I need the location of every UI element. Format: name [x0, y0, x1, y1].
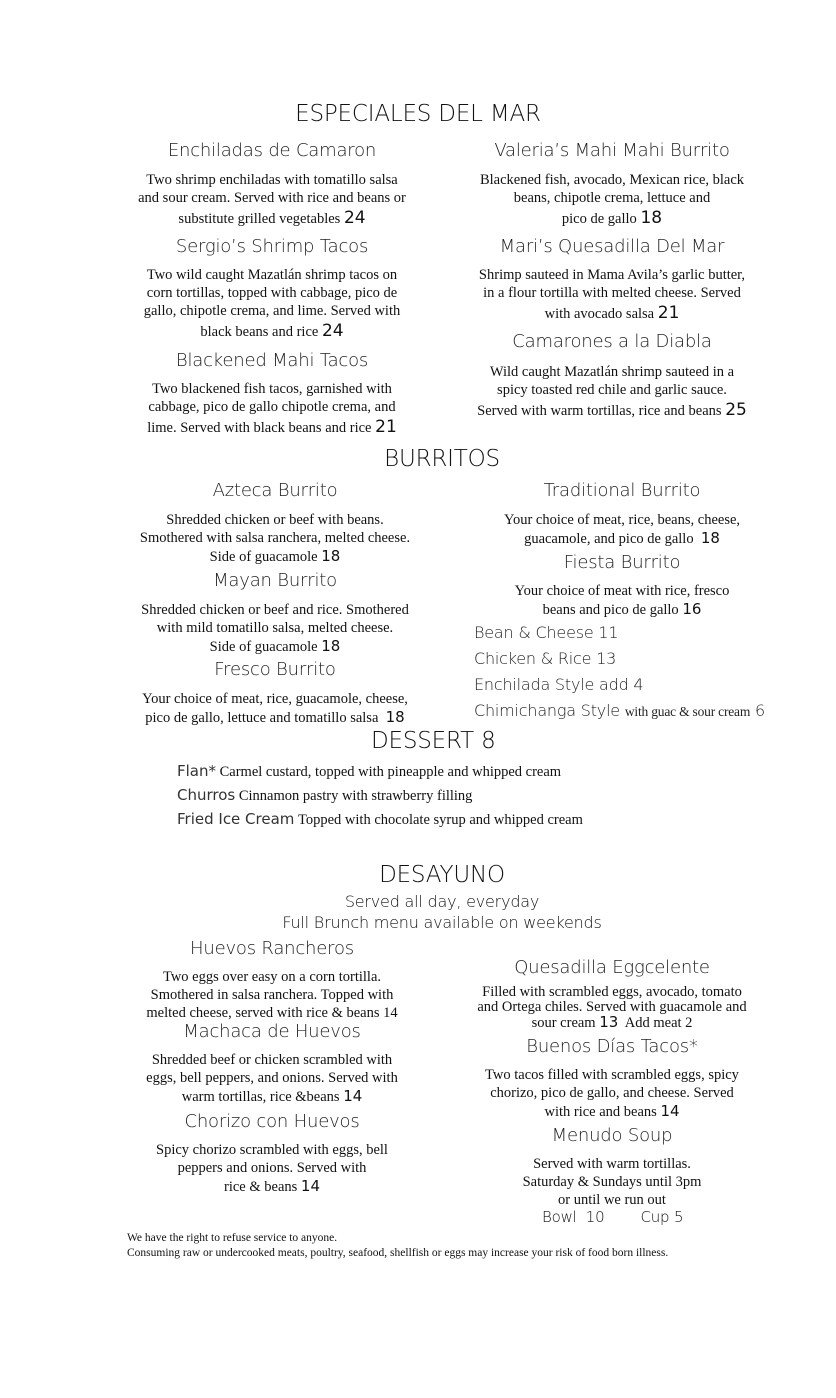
extra-item: Chimichanga Style with guac & sour cream 6	[474, 701, 766, 720]
item-price: 13	[596, 649, 617, 668]
item-price: 21	[657, 303, 680, 323]
item-description: Two blackened fish tacos, garnished with cabbage, pico de gallo chipotle crema, and lime. Served with black beans and rice 21	[147, 381, 397, 437]
item-price: 18	[321, 637, 341, 655]
item-description: Spicy chorizo scrambled with eggs, bell peppers and onions. Served with rice & beans 14	[156, 1142, 388, 1195]
section-title-dessert: DESSERT 8	[371, 728, 496, 754]
item-price: 18	[700, 529, 720, 547]
section-title-desayuno: DESAYUNO	[379, 862, 505, 888]
menudo-sizes: Bowl 10 Cup 5	[542, 1208, 684, 1226]
item-description: Shredded chicken or beef with beans. Smothered with salsa ranchera, melted cheese. Side of guacamole 18	[139, 512, 411, 565]
extra-item: Chicken & Rice 13	[474, 649, 617, 668]
item-price: 4	[633, 675, 644, 694]
dessert-item: Flan* Carmel custard, topped with pineapple and whipped cream	[177, 762, 562, 780]
item-price: 13	[599, 1013, 619, 1031]
extra-item: Bean & Cheese 11	[474, 623, 619, 642]
dessert-price: 8	[481, 728, 496, 754]
item-name: Traditional Burrito	[543, 480, 701, 501]
item-price: 21	[375, 417, 397, 437]
item-description: Blackened fish, avocado, Mexican rice, black beans, chipotle crema, lettuce and pico de gallo 18	[479, 172, 745, 228]
item-price: 18	[385, 708, 405, 726]
item-price: 18	[321, 547, 341, 565]
item-name: Mayan Burrito	[213, 570, 337, 591]
item-name: Blackened Mahi Tacos	[175, 350, 369, 371]
extra-item: Enchilada Style add 4	[474, 675, 644, 694]
item-name: Camarones a la Diabla	[512, 331, 712, 352]
section-title-burritos: BURRITOS	[384, 446, 500, 472]
item-price: 24	[343, 208, 366, 228]
item-name: Fiesta Burrito	[563, 552, 681, 573]
item-description: Your choice of meat with rice, fresco beans and pico de gallo 16	[514, 583, 730, 618]
item-price: 10	[585, 1208, 605, 1226]
item-name: Menudo Soup	[551, 1125, 673, 1146]
item-name: Quesadilla Eggcelente	[514, 957, 710, 978]
item-name: Azteca Burrito	[212, 480, 338, 501]
item-price: 16	[682, 600, 702, 618]
item-price: 5	[673, 1208, 684, 1226]
section-title-especiales: ESPECIALES DEL MAR	[295, 101, 541, 127]
item-description: Shrimp sauteed in Mama Avila’s garlic butter, in a flour tortilla with melted cheese. Served with avocado salsa 21	[478, 267, 746, 323]
item-price: 18	[640, 208, 663, 228]
item-name: Valeria’s Mahi Mahi Burrito	[494, 140, 730, 161]
item-price: 24	[321, 321, 344, 341]
item-description: Wild caught Mazatlán shrimp sauteed in a spicy toasted red chile and garlic sauce. Served with warm tortillas, rice and beans 25	[477, 364, 747, 420]
item-price: 14	[660, 1102, 680, 1120]
item-description: Shredded beef or chicken scrambled with eggs, bell peppers, and onions. Served with warm tortillas, rice &beans 14	[146, 1052, 398, 1105]
item-description: Served with warm tortillas. Saturday & Sundays until 3pm or until we run out	[522, 1156, 702, 1208]
item-name: Machaca de Huevos	[183, 1021, 361, 1042]
item-name: Enchiladas de Camaron	[167, 140, 377, 161]
dessert-item: Churros Cinnamon pastry with strawberry filling	[177, 786, 473, 804]
item-name: Buenos Días Tacos*	[526, 1036, 698, 1057]
item-name: Huevos Rancheros	[190, 938, 354, 959]
desayuno-subtitle: Served all day, everyday	[344, 892, 540, 911]
item-price: 14	[300, 1177, 320, 1195]
item-description: Two tacos filled with scrambled eggs, spicy chorizo, pico de gallo, and cheese. Served with rice and beans 14	[485, 1067, 739, 1120]
item-price: 25	[725, 400, 747, 420]
item-description: Two shrimp enchiladas with tomatillo salsa and sour cream. Served with rice and beans or substitute grilled vegetables 24	[138, 172, 406, 228]
item-price: 6	[755, 701, 766, 720]
item-description: Two eggs over easy on a corn tortilla. Smothered in salsa ranchera. Topped with melted cheese, served with rice & beans 14	[146, 969, 398, 1021]
footer-notice: We have the right to refuse service to anyone. Consuming raw or undercooked meats, poultry, seafood, shellfish or eggs may increase your risk of food born illness.	[127, 1232, 669, 1259]
item-price: 14	[343, 1087, 363, 1105]
item-description: Two wild caught Mazatlán shrimp tacos on corn tortillas, topped with cabbage, pico de gallo, chipotle crema, and lime. Served with black beans and rice 24	[143, 267, 401, 341]
item-description: Your choice of meat, rice, beans, cheese, guacamole, and pico de gallo 18	[503, 512, 741, 547]
item-name: Mari’s Quesadilla Del Mar	[499, 236, 725, 257]
item-description: Your choice of meat, rice, guacamole, cheese, pico de gallo, lettuce and tomatillo salsa 18	[142, 691, 408, 726]
item-name: Fresco Burrito	[214, 659, 336, 680]
item-name: Chorizo con Huevos	[184, 1111, 360, 1132]
item-name: Sergio’s Shrimp Tacos	[175, 236, 369, 257]
item-description: Filled with scrambled eggs, avocado, tomato and Ortega chiles. Served with guacamole and sour cream 13 Add meat 2	[477, 984, 747, 1031]
dessert-item: Fried Ice Cream Topped with chocolate syrup and whipped cream	[177, 810, 583, 828]
item-price: 11	[598, 623, 619, 642]
desayuno-subtitle: Full Brunch menu available on weekends	[282, 913, 602, 932]
item-description: Shredded chicken or beef and rice. Smothered with mild tomatillo salsa, melted cheese. Side of guacamole 18	[141, 602, 409, 655]
